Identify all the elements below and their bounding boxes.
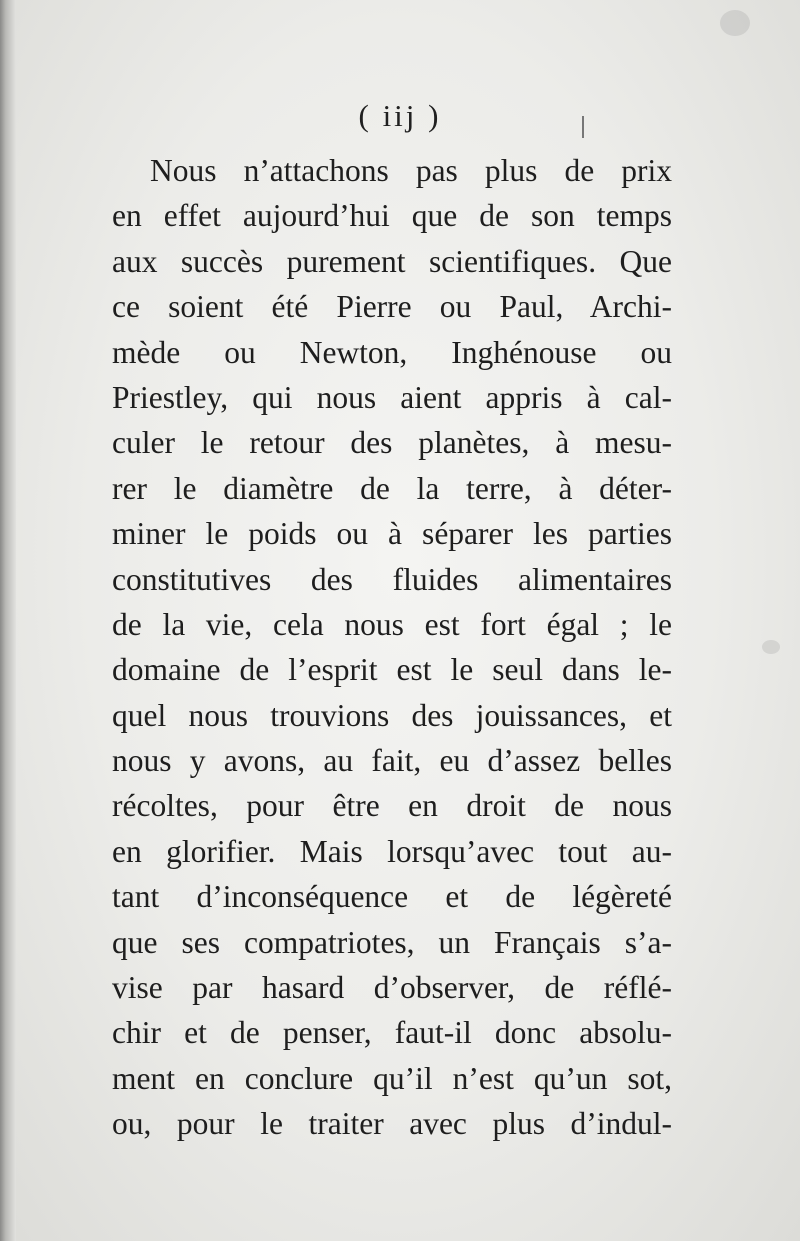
text-line: chir et de penser, faut-il donc absolu- — [112, 1015, 672, 1051]
body-text — [112, 148, 672, 1147]
text-line: en glorifier. Mais lorsqu’avec tout au- — [112, 833, 672, 869]
text-line: quel nous trouvions des jouissances, et — [112, 697, 672, 733]
text-line: domaine de l’esprit est le seul dans le- — [112, 652, 672, 688]
text-line: récoltes, pour être en droit de nous — [112, 788, 672, 824]
text-line: mède ou Newton, Inghénouse ou — [112, 334, 672, 370]
text-line: tant d’inconséquence et de légèreté — [112, 879, 672, 915]
text-line: rer le diamètre de la terre, à déter- — [112, 470, 672, 506]
paper-stain — [720, 10, 750, 36]
text-line: miner le poids ou à séparer les parties — [112, 516, 672, 552]
text-line: en effet aujourd’hui que de son temps — [112, 198, 672, 234]
text-line: aux succès purement scientifiques. Que — [112, 243, 672, 279]
text-line: constitutives des fluides alimentaires — [112, 561, 672, 597]
text-line: Priestley, qui nous aient appris à cal- — [112, 379, 672, 415]
text-line: Nous n’attachons pas plus de prix — [150, 153, 672, 188]
text-line: vise par hasard d’observer, de réflé- — [112, 970, 672, 1006]
text-line: ou, pour le traiter avec plus d’indul- — [112, 1106, 672, 1142]
text-line: ce soient été Pierre ou Paul, Archi- — [112, 289, 672, 325]
paper-stain — [762, 640, 780, 654]
text-line: de la vie, cela nous est fort égal ; le — [112, 606, 672, 642]
text-line: ment en conclure qu’il n’est qu’un sot, — [112, 1060, 672, 1096]
page-number: ( iij ) — [358, 98, 442, 133]
text-line: culer le retour des planètes, à mesu- — [112, 425, 672, 461]
text-line: nous y avons, au fait, eu d’assez belles — [112, 743, 672, 779]
text-line: que ses compatriotes, un Français s’a- — [112, 924, 672, 960]
page-binding-edge — [0, 0, 16, 1241]
